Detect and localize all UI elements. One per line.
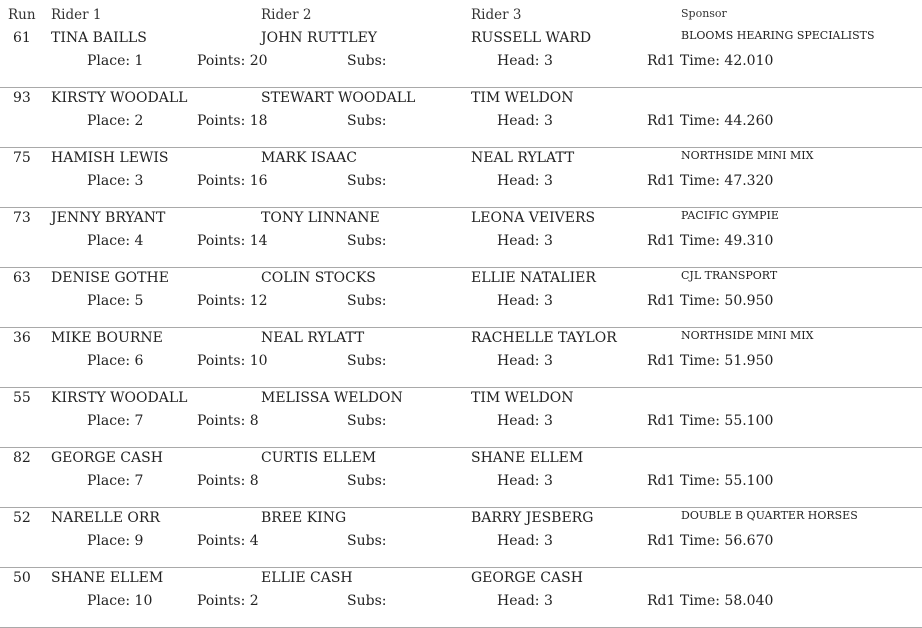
head-value: 3 [543,533,553,549]
time-label: Rd1 Time: [647,593,720,609]
time-value: 49.310 [724,233,774,249]
place-value: 3 [134,173,144,189]
time-label: Rd1 Time: [647,473,720,489]
time-field [647,53,773,69]
time-label: Rd1 Time: [647,533,720,549]
points-label: Points: [197,413,246,429]
place-label: Place: [87,53,131,69]
points-field [197,533,259,549]
header-rider-2: Rider 2 [261,7,312,23]
head-field [497,293,553,309]
place-label: Place: [87,593,131,609]
points-label: Points: [197,593,246,609]
header-rider-1: Rider 1 [51,7,102,23]
result-entry [0,508,922,568]
rider-2-name: ELLIE CASH [261,570,353,586]
run-number: 61 [13,30,31,46]
head-label: Head: [497,233,540,249]
time-value: 55.100 [724,473,774,489]
head-label: Head: [497,353,540,369]
head-label: Head: [497,593,540,609]
place-label: Place: [87,293,131,309]
rider-1-name: HAMISH LEWIS [51,150,169,166]
run-number: 52 [13,510,31,526]
place-field [87,233,143,249]
points-label: Points: [197,173,246,189]
points-field [197,233,268,249]
subs-label: Subs: [347,353,387,369]
place-value: 7 [134,413,144,429]
subs-label: Subs: [347,533,387,549]
place-label: Place: [87,233,131,249]
rider-2-name: BREE KING [261,510,347,526]
points-value: 16 [249,173,268,189]
rider-2-name: JOHN RUTTLEY [261,30,378,46]
time-field [647,593,773,609]
points-value: 12 [249,293,268,309]
place-label: Place: [87,413,131,429]
head-label: Head: [497,413,540,429]
rider-3-name: TIM WELDON [471,390,574,406]
subs-field [347,113,386,129]
subs-field [347,53,386,69]
results-header [0,0,922,28]
points-label: Points: [197,233,246,249]
time-field [647,173,773,189]
run-number: 75 [13,150,31,166]
place-field [87,533,143,549]
rider-3-name: TIM WELDON [471,90,574,106]
rider-1-name: KIRSTY WOODALL [51,390,188,406]
head-field [497,353,553,369]
rider-1-name: KIRSTY WOODALL [51,90,188,106]
rider-1-name: TINA BAILLS [51,30,147,46]
time-label: Rd1 Time: [647,413,720,429]
rider-3-name: RACHELLE TAYLOR [471,330,617,346]
place-field [87,413,143,429]
head-field [497,413,553,429]
run-number: 50 [13,570,31,586]
head-field [497,173,553,189]
place-field [87,353,143,369]
place-label: Place: [87,173,131,189]
time-value: 44.260 [724,113,774,129]
run-number: 82 [13,450,31,466]
head-value: 3 [543,293,553,309]
result-entry [0,388,922,448]
rider-1-name: GEORGE CASH [51,450,163,466]
head-field [497,113,553,129]
points-label: Points: [197,113,246,129]
points-label: Points: [197,473,246,489]
run-number: 55 [13,390,31,406]
place-value: 7 [134,473,144,489]
place-label: Place: [87,353,131,369]
time-value: 42.010 [724,53,774,69]
points-value: 4 [249,533,259,549]
run-number: 63 [13,270,31,286]
subs-label: Subs: [347,233,387,249]
subs-field [347,293,386,309]
subs-field [347,473,386,489]
points-label: Points: [197,353,246,369]
rider-1-name: MIKE BOURNE [51,330,163,346]
points-field [197,593,259,609]
place-value: 4 [134,233,144,249]
header-rider-3: Rider 3 [471,7,522,23]
subs-label: Subs: [347,413,387,429]
head-value: 3 [543,53,553,69]
time-field [647,533,773,549]
rider-3-name: LEONA VEIVERS [471,210,596,226]
result-entry [0,208,922,268]
time-field [647,413,773,429]
head-field [497,233,553,249]
points-value: 20 [249,53,268,69]
run-number: 93 [13,90,31,106]
time-value: 51.950 [724,353,774,369]
place-value: 9 [134,533,144,549]
result-entry [0,88,922,148]
time-field [647,233,773,249]
time-value: 56.670 [724,533,774,549]
subs-field [347,173,386,189]
place-value: 6 [134,353,144,369]
place-label: Place: [87,473,131,489]
header-sponsor: Sponsor [681,7,727,20]
head-value: 3 [543,593,553,609]
time-field [647,353,773,369]
rider-3-name: RUSSELL WARD [471,30,592,46]
head-label: Head: [497,293,540,309]
place-field [87,53,143,69]
points-value: 18 [249,113,268,129]
rider-3-name: SHANE ELLEM [471,450,584,466]
run-number: 36 [13,330,31,346]
place-value: 1 [134,53,144,69]
points-field [197,113,268,129]
place-label: Place: [87,533,131,549]
head-value: 3 [543,173,553,189]
rider-2-name: MELISSA WELDON [261,390,403,406]
points-value: 8 [249,413,259,429]
points-label: Points: [197,53,246,69]
rider-1-name: SHANE ELLEM [51,570,164,586]
time-field [647,293,773,309]
rider-3-name: BARRY JESBERG [471,510,594,526]
head-field [497,533,553,549]
run-number: 73 [13,210,31,226]
head-value: 3 [543,353,553,369]
place-field [87,473,143,489]
head-label: Head: [497,173,540,189]
rider-1-name: NARELLE ORR [51,510,160,526]
sponsor-name: NORTHSIDE MINI MIX [681,149,814,162]
result-entry [0,328,922,388]
head-value: 3 [543,233,553,249]
place-field [87,593,152,609]
head-field [497,53,553,69]
time-value: 47.320 [724,173,774,189]
place-value: 5 [134,293,144,309]
result-entry [0,28,922,88]
place-field [87,293,143,309]
subs-label: Subs: [347,113,387,129]
place-value: 2 [134,113,144,129]
subs-label: Subs: [347,173,387,189]
points-field [197,293,268,309]
rider-1-name: JENNY BRYANT [51,210,166,226]
points-field [197,53,268,69]
rider-1-name: DENISE GOTHE [51,270,169,286]
points-value: 2 [249,593,259,609]
subs-label: Subs: [347,593,387,609]
rider-2-name: COLIN STOCKS [261,270,376,286]
head-label: Head: [497,113,540,129]
sponsor-name: DOUBLE B QUARTER HORSES [681,509,858,522]
points-field [197,353,268,369]
time-value: 55.100 [724,413,774,429]
results-list [0,28,922,628]
time-field [647,473,773,489]
points-value: 14 [249,233,268,249]
time-label: Rd1 Time: [647,233,720,249]
head-field [497,473,553,489]
head-value: 3 [543,473,553,489]
rider-3-name: ELLIE NATALIER [471,270,596,286]
subs-field [347,353,386,369]
rider-3-name: GEORGE CASH [471,570,583,586]
time-label: Rd1 Time: [647,173,720,189]
subs-field [347,533,386,549]
head-field [497,593,553,609]
head-value: 3 [543,413,553,429]
place-field [87,113,143,129]
rider-2-name: TONY LINNANE [261,210,380,226]
points-field [197,413,259,429]
result-entry [0,268,922,328]
subs-field [347,413,386,429]
points-label: Points: [197,293,246,309]
place-value: 10 [134,593,153,609]
subs-label: Subs: [347,473,387,489]
subs-label: Subs: [347,53,387,69]
time-label: Rd1 Time: [647,53,720,69]
rider-2-name: STEWART WOODALL [261,90,416,106]
rider-3-name: NEAL RYLATT [471,150,575,166]
subs-field [347,593,386,609]
sponsor-name: BLOOMS HEARING SPECIALISTS [681,29,875,42]
place-field [87,173,143,189]
head-label: Head: [497,53,540,69]
place-label: Place: [87,113,131,129]
sponsor-name: NORTHSIDE MINI MIX [681,329,814,342]
points-value: 8 [249,473,259,489]
result-entry [0,448,922,508]
header-run: Run [8,7,36,23]
time-value: 58.040 [724,593,774,609]
rider-2-name: NEAL RYLATT [261,330,365,346]
sponsor-name: CJL TRANSPORT [681,269,778,282]
time-label: Rd1 Time: [647,353,720,369]
head-label: Head: [497,473,540,489]
time-field [647,113,773,129]
result-entry [0,148,922,208]
sponsor-name: PACIFIC GYMPIE [681,209,779,222]
points-label: Points: [197,533,246,549]
time-value: 50.950 [724,293,774,309]
head-value: 3 [543,113,553,129]
head-label: Head: [497,533,540,549]
subs-field [347,233,386,249]
points-field [197,473,259,489]
subs-label: Subs: [347,293,387,309]
points-field [197,173,268,189]
time-label: Rd1 Time: [647,293,720,309]
rider-2-name: MARK ISAAC [261,150,357,166]
time-label: Rd1 Time: [647,113,720,129]
points-value: 10 [249,353,268,369]
rider-2-name: CURTIS ELLEM [261,450,377,466]
result-entry [0,568,922,628]
